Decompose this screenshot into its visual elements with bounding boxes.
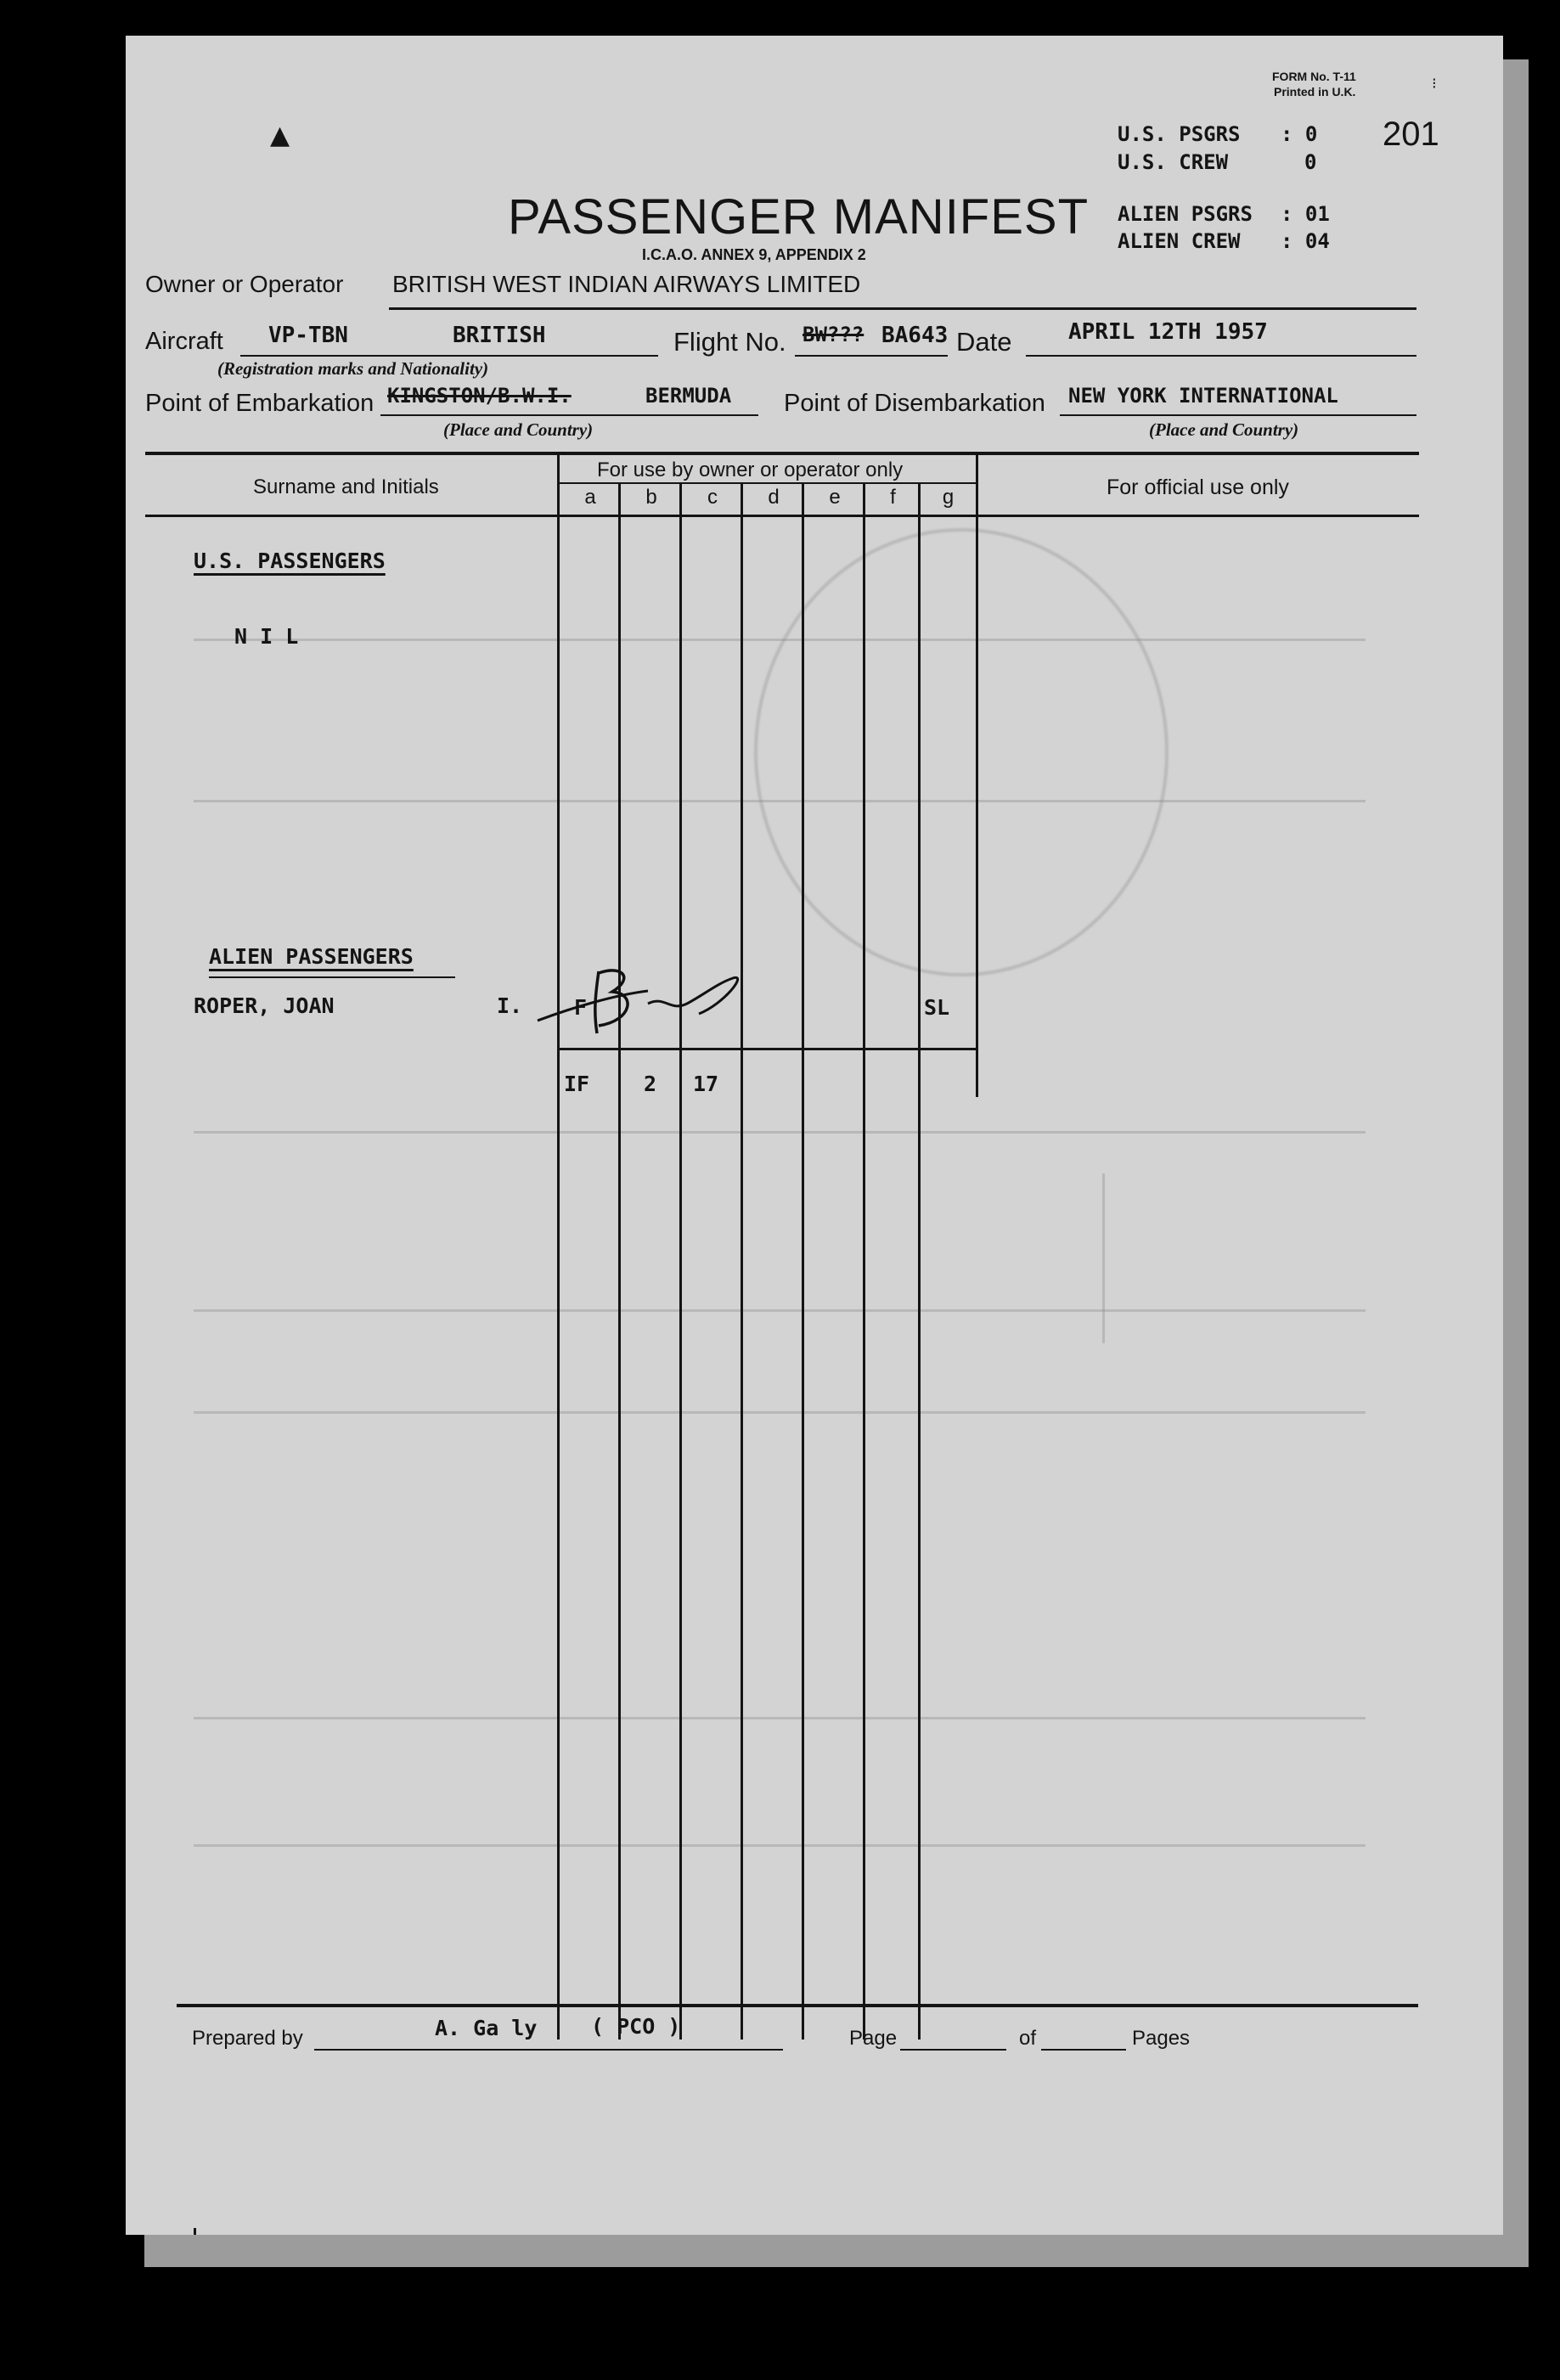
of-rule — [1041, 2049, 1126, 2051]
date-value: APRIL 12TH 1957 — [1068, 319, 1268, 345]
page-subtitle: I.C.A.O. ANNEX 9, APPENDIX 2 — [642, 246, 866, 263]
column-divider — [863, 482, 865, 2040]
disembarkation-value: NEW YORK INTERNATIONAL — [1068, 384, 1338, 408]
sub-col-a: a — [584, 486, 596, 509]
printed-in: Printed in U.K. — [1274, 85, 1356, 98]
bleed-through-line — [194, 800, 1366, 802]
col-surname-header: Surname and Initials — [253, 475, 439, 498]
us-psgrs-value: : 0 — [1281, 122, 1318, 146]
col-official-header: For official use only — [1107, 475, 1289, 499]
column-divider — [679, 482, 682, 2040]
disembarkation-rule — [1060, 414, 1416, 416]
embarkation-value: BERMUDA — [645, 384, 732, 408]
operator-rule — [389, 307, 1416, 310]
column-divider — [918, 482, 921, 2040]
flight-rule — [795, 355, 948, 357]
column-divider — [802, 482, 804, 2040]
table-top-rule — [145, 452, 1419, 455]
flight-value: BA643 — [881, 323, 949, 348]
prepared-by-value: A. Ga ly — [435, 2016, 538, 2040]
of-label: of — [1019, 2027, 1037, 2050]
alien-crew-value: : 04 — [1281, 229, 1330, 253]
prepared-by-label: Prepared by — [192, 2027, 303, 2050]
alien-heading-rule — [209, 976, 455, 978]
header-bottom-rule — [145, 515, 1419, 517]
aircraft-registration: VP-TBN — [268, 323, 348, 348]
column-divider — [557, 452, 560, 2040]
pen-mark: ▲ — [270, 121, 290, 150]
sub-col-d: d — [768, 486, 780, 509]
embarkation-label: Point of Embarkation — [145, 390, 375, 417]
column-divider — [618, 482, 621, 2040]
embarkation-rule — [380, 414, 758, 416]
column-divider — [741, 482, 743, 2040]
bleed-through-circle — [754, 528, 1169, 976]
us-crew-label: U.S. CREW — [1118, 150, 1229, 174]
footer-top-rule — [177, 2004, 1418, 2007]
bleed-through-line — [194, 639, 1366, 641]
pages-label: Pages — [1132, 2027, 1191, 2050]
passenger-handwritten-mark — [521, 961, 877, 1041]
manifest-sheet — [126, 36, 1503, 2235]
aircraft-rule — [240, 355, 658, 357]
column-divider — [976, 452, 978, 1097]
form-number: FORM No. T-11 — [1272, 70, 1356, 83]
total-col-c: 17 — [693, 1072, 719, 1096]
aircraft-label: Aircraft — [145, 328, 223, 355]
us-passengers-heading: U.S. PASSENGERS — [194, 549, 386, 573]
flight-label: Flight No. — [673, 327, 786, 357]
bottom-left-tick — [194, 2228, 196, 2235]
date-label: Date — [956, 327, 1012, 357]
corner-mark: ⁝ — [1432, 75, 1437, 93]
alien-crew-label: ALIEN CREW — [1118, 229, 1241, 253]
page-stamp-number: 201 — [1383, 115, 1439, 153]
alien-psgrs-label: ALIEN PSGRS — [1118, 202, 1253, 226]
us-crew-value: 0 — [1304, 150, 1317, 174]
sub-col-c: c — [707, 486, 718, 509]
total-col-b: 2 — [644, 1072, 657, 1096]
passenger-name: ROPER, JOAN — [194, 993, 335, 1018]
prepared-by-rule — [314, 2049, 783, 2051]
prepared-by-title: ( PCO ) — [591, 2014, 681, 2039]
alien-passengers-heading: ALIEN PASSENGERS — [209, 944, 414, 969]
col-operator-header: For use by owner or operator only — [597, 459, 904, 481]
operator-value: BRITISH WEST INDIAN AIRWAYS LIMITED — [392, 271, 861, 297]
aircraft-nationality: BRITISH — [453, 323, 546, 348]
page-title: PASSENGER MANIFEST — [508, 189, 1090, 245]
total-col-a: IF — [564, 1072, 590, 1096]
passenger-col-g: SL — [924, 995, 950, 1020]
date-rule — [1026, 355, 1416, 357]
bleed-through-line — [194, 1131, 1366, 1134]
passenger-col-a: F — [574, 995, 588, 1020]
us-psgrs-label: U.S. PSGRS — [1118, 122, 1241, 146]
disembarkation-caption: (Place and Country) — [1149, 419, 1299, 440]
embarkation-caption: (Place and Country) — [443, 419, 594, 440]
sub-col-g: g — [942, 486, 955, 509]
flight-struck-value: BW??? — [803, 323, 864, 346]
bleed-through-line — [194, 1411, 1366, 1414]
bleed-through-line — [194, 1717, 1366, 1719]
passenger-total-rule — [557, 1048, 978, 1050]
passenger-initial: I. — [497, 993, 523, 1018]
disembarkation-label: Point of Disembarkation — [784, 390, 1045, 417]
bleed-through-line — [194, 1844, 1366, 1847]
sub-col-b: b — [645, 486, 657, 509]
embarkation-struck-value: KINGSTON/B.W.I. — [387, 384, 572, 408]
operator-label: Owner or Operator — [145, 271, 344, 297]
bleed-through-line — [194, 1309, 1366, 1312]
page-rule — [900, 2049, 1006, 2051]
registration-caption: (Registration marks and Nationality) — [217, 358, 489, 379]
bleed-through-line — [1102, 1173, 1105, 1343]
us-passengers-nil: N I L — [234, 624, 299, 649]
alien-psgrs-value: : 01 — [1281, 202, 1330, 226]
page-label: Page — [849, 2027, 898, 2050]
sub-col-f: f — [890, 486, 896, 509]
sub-col-e: e — [829, 486, 841, 509]
